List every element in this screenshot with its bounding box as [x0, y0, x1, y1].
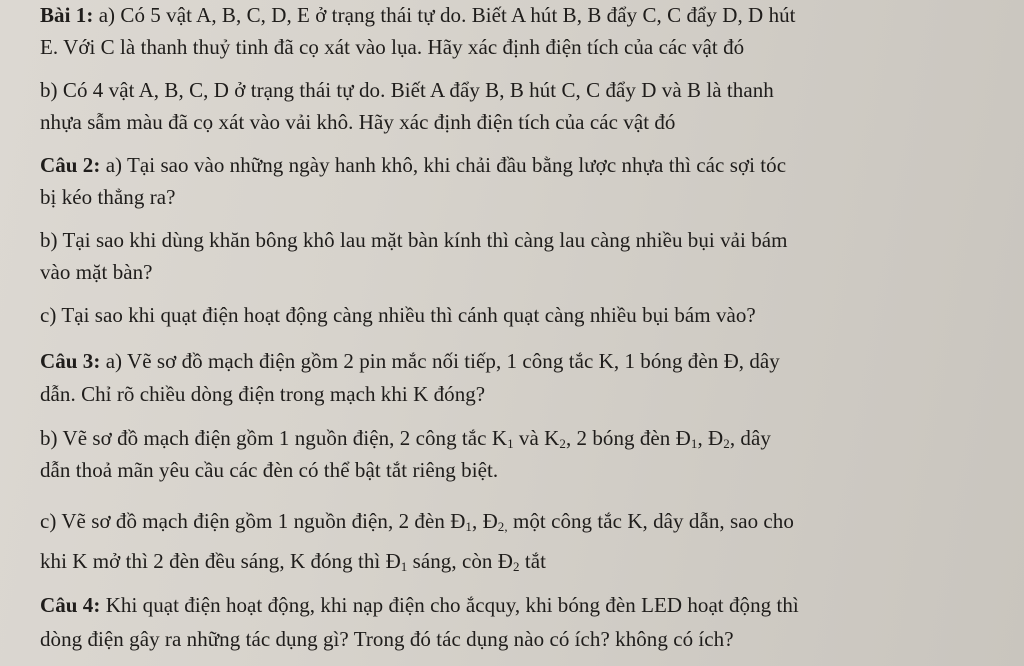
cau3-c-text-5: sáng, còn Đ	[407, 549, 513, 573]
cau3-c-text-4: khi K mở thì 2 đèn đều sáng, K đóng thì Đ	[40, 549, 401, 573]
cau3-a-line-1	[40, 349, 780, 373]
subscript: 1	[400, 559, 408, 574]
bai1-a-text-1: a) Có 5 vật A, B, C, D, E ở trạng thái tự do. Biết A hút B, B đẩy C, C đẩy D, D hút	[93, 3, 796, 27]
subscript: 2	[723, 436, 730, 451]
cau2-a-line-1	[40, 153, 786, 177]
cau2-a-text-1: a) Tại sao vào những ngày hanh khô, khi chải đầu bằng lược nhựa thì các sợi tóc	[100, 153, 787, 177]
bai1-a-line-2: E. Với C là thanh thuỷ tinh đã cọ xát vào lụa. Hãy xác định điện tích của các vật đó	[40, 35, 745, 59]
subscript: 1	[507, 436, 514, 451]
cau3-b-text-3: , 2 bóng đèn Đ	[565, 426, 691, 450]
subscript: 1	[465, 519, 472, 534]
cau4-text-1: Khi quạt điện hoạt động, khi nạp điện cho ắcquy, khi bóng đèn LED hoạt động thì	[100, 593, 799, 617]
bai1-label: Bài 1:	[40, 3, 94, 27]
cau4-line-1	[40, 593, 799, 617]
subscript: 2	[559, 436, 566, 451]
cau3-label: Câu 3:	[40, 349, 101, 373]
cau4-line-2: dòng điện gây ra những tác dụng gì? Trong đó tác dụng nào có ích? không có ích?	[40, 627, 734, 651]
cau2-b-line-1: b) Tại sao khi dùng khăn bông khô lau mặt bàn kính thì càng lau càng nhiều bụi vải bám	[40, 228, 788, 252]
cau3-c-text-2: , Đ	[471, 509, 498, 533]
cau3-c-line-1	[40, 509, 794, 533]
bai1-b-line-1: b) Có 4 vật A, B, C, D ở trạng thái tự do. Biết A đẩy B, B hút C, C đẩy D và B là thanh	[40, 78, 774, 102]
cau3-a-line-2: dẫn. Chỉ rõ chiều dòng điện trong mạch khi K đóng?	[40, 382, 486, 406]
cau2-b-line-2: vào mặt bàn?	[40, 260, 153, 284]
cau3-b-text-5: , dây	[729, 426, 771, 450]
bai1-b-line-2: nhựa sẫm màu đã cọ xát vào vải khô. Hãy xác định điện tích của các vật đó	[40, 110, 676, 134]
subscript: 2	[512, 559, 520, 574]
cau3-c-text-6: tắt	[519, 549, 546, 573]
cau4-label: Câu 4:	[40, 593, 101, 617]
subscript: 1	[690, 436, 698, 451]
cau3-b-text-4: , Đ	[697, 426, 724, 450]
cau3-c-text-3: một công tắc K, dây dẫn, sao cho	[507, 509, 794, 533]
cau3-c-line-2	[40, 549, 546, 573]
cau3-b-text-1: b) Vẽ sơ đồ mạch điện gồm 1 nguồn điện, 2 công tắc K	[40, 426, 508, 450]
cau3-b-text-2: và K	[513, 426, 560, 450]
cau2-a-line-2: bị kéo thẳng ra?	[40, 185, 176, 209]
cau3-b-line-1	[40, 426, 771, 450]
cau3-a-text-1: a) Vẽ sơ đồ mạch điện gồm 2 pin mắc nối tiếp, 1 công tắc K, 1 bóng đèn Đ, dây	[100, 349, 780, 373]
cau2-c-line-1: c) Tại sao khi quạt điện hoạt động càng nhiều thì cánh quạt càng nhiều bụi bám vào?	[40, 303, 756, 327]
cau2-label: Câu 2:	[40, 153, 101, 177]
bai1-a-line-1	[40, 3, 796, 27]
subscript: 2,	[497, 519, 508, 534]
cau3-b-line-2: dẫn thoả mãn yêu cầu các đèn có thể bật tắt riêng biệt.	[40, 458, 499, 482]
cau3-c-text-1: c) Vẽ sơ đồ mạch điện gồm 1 nguồn điện, 2 đèn Đ	[40, 509, 466, 533]
